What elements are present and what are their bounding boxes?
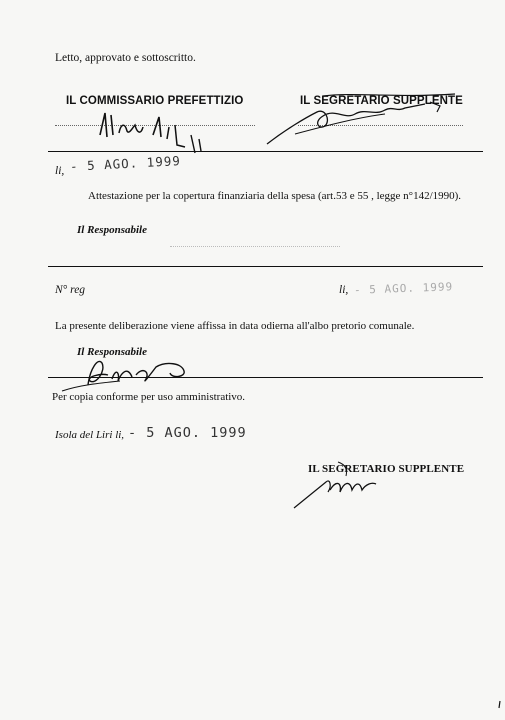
- registration-date-stamp: - 5 AGO. 1999: [353, 280, 454, 297]
- separator-line: [48, 377, 483, 378]
- registration-date-prefix: li,: [339, 284, 349, 296]
- faint-dotted-line: [170, 246, 340, 247]
- attestation-text: Attestazione per la copertura finanziaria della spesa (art.53 e 55 , legge n°142/1990).: [88, 190, 462, 202]
- scan-mark: [496, 700, 504, 710]
- place-date-prefix: Isola del Liri li,: [55, 429, 125, 441]
- separator-line: [48, 151, 483, 152]
- date-stamp: - 5 AGO. 1999: [69, 153, 182, 174]
- conformity-date-stamp: - 5 AGO. 1999: [128, 425, 247, 441]
- commissioner-title: IL COMMISSARIO PREFETTIZIO: [66, 95, 244, 107]
- date-prefix: li,: [55, 165, 65, 177]
- attestation-responsible-label: Il Responsabile: [77, 224, 147, 236]
- footer-secretary-signature: [290, 460, 400, 510]
- separator-line: [48, 266, 483, 267]
- secretary-title: IL SEGRETARIO SUPPLENTE: [300, 95, 463, 107]
- commissioner-handwritten-signature: [95, 105, 215, 155]
- responsible-handwritten-signature: [60, 345, 200, 395]
- publication-responsible-label: Il Responsabile: [77, 346, 147, 358]
- secretary-handwritten-signature: [265, 90, 465, 150]
- publication-text: La presente deliberazione viene affissa in data odierna all'albo pretorio comunale.: [55, 320, 415, 332]
- conformity-text: Per copia conforme per uso amministrativo.: [52, 391, 246, 403]
- approval-statement: Letto, approvato e sottoscritto.: [55, 52, 196, 64]
- footer-secretary-title: IL SEGRETARIO SUPPLENTE: [308, 463, 465, 475]
- registration-label: N° reg: [55, 284, 86, 296]
